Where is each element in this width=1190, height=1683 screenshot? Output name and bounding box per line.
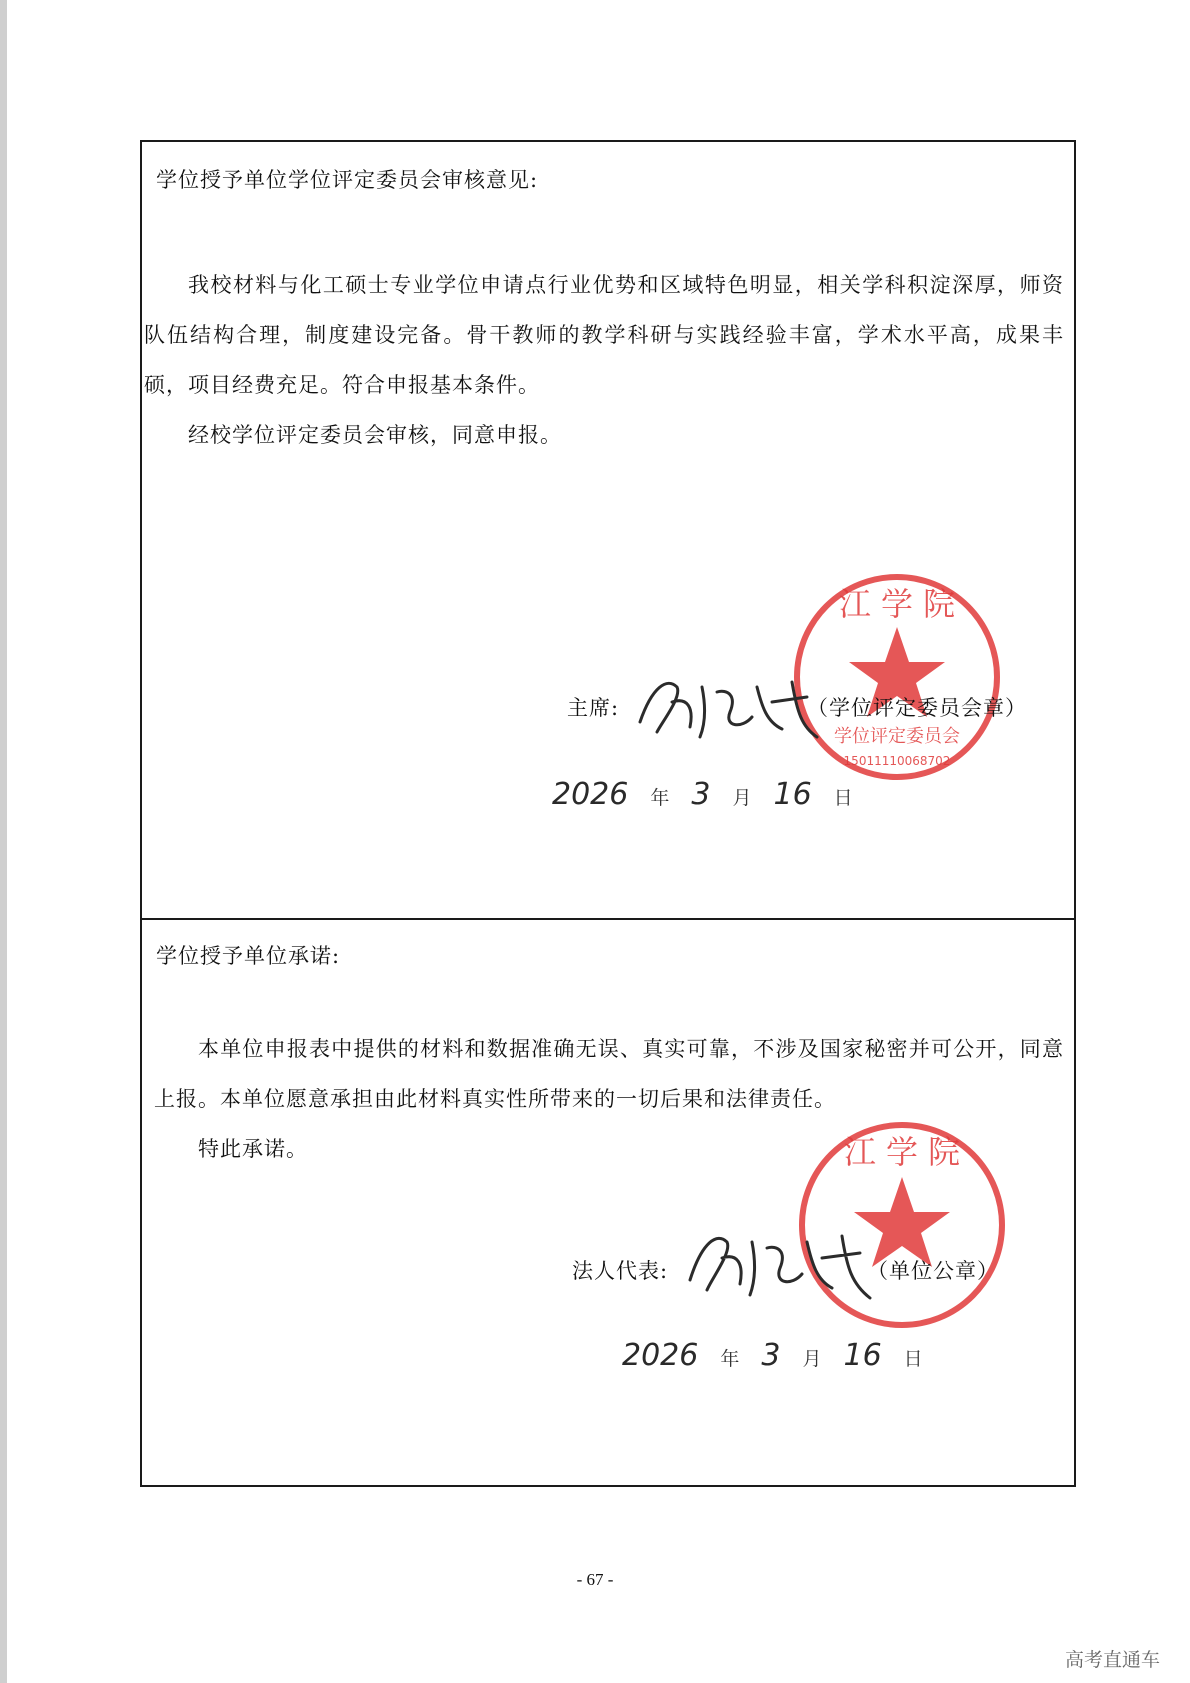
unit-seal-top-text: 江 学 院 xyxy=(843,1133,961,1171)
committee-seal-inner-text: 学位评定委员会 xyxy=(834,726,960,747)
commitment-date-year-unit: 年 xyxy=(720,1348,740,1370)
committee-seal-serial: 15011110068702 xyxy=(843,754,951,768)
review-paragraph-2: 经校学位评定委员会审核，同意申报。 xyxy=(188,423,562,447)
commitment-date-month: 3 xyxy=(761,1338,781,1373)
commitment-paragraph-2: 特此承诺。 xyxy=(198,1137,308,1161)
review-date-day: 16 xyxy=(773,777,812,812)
scan-edge xyxy=(0,0,7,1683)
legal-rep-signature xyxy=(682,1220,882,1310)
review-section xyxy=(142,142,1074,920)
review-date xyxy=(552,777,853,812)
page-number: - 67 - xyxy=(576,1570,614,1589)
review-paragraph-1: 我校材料与化工硕士专业学位申请点行业优势和区域特色明显，相关学科积淀深厚，师资队伍结构合理，制度建设完备。骨干教师的教学科研与实践经验丰富，学术水平高，成果丰硕，项目经费充足。符合申报基本条件。 xyxy=(144,273,1064,397)
chairman-signature xyxy=(632,667,832,747)
review-date-day-unit: 日 xyxy=(833,787,853,809)
commitment-date-day-unit: 日 xyxy=(903,1348,923,1370)
commitment-date xyxy=(622,1338,923,1373)
commitment-heading: 学位授予单位承诺: xyxy=(156,944,341,968)
committee-seal-caption: （学位评定委员会章） xyxy=(807,696,1027,720)
commitment-date-year: 2026 xyxy=(622,1338,699,1373)
unit-seal-caption: （单位公章） xyxy=(867,1259,999,1283)
commitment-date-month-unit: 月 xyxy=(802,1348,822,1370)
review-heading: 学位授予单位学位评定委员会审核意见: xyxy=(156,168,539,192)
commitment-date-day: 16 xyxy=(843,1338,882,1373)
review-date-year: 2026 xyxy=(552,777,629,812)
commitment-section xyxy=(142,920,1074,1487)
review-date-year-unit: 年 xyxy=(650,787,670,809)
form-table xyxy=(140,140,1076,1487)
review-date-month: 3 xyxy=(691,777,711,812)
legal-rep-label: 法人代表: xyxy=(572,1259,669,1283)
committee-seal-top-text: 江 学 院 xyxy=(838,585,956,623)
review-date-month-unit: 月 xyxy=(732,787,752,809)
commitment-paragraph-1: 本单位申报表中提供的材料和数据准确无误、真实可靠，不涉及国家秘密并可公开，同意上报。本单位愿意承担由此材料真实性所带来的一切后果和法律责任。 xyxy=(154,1037,1064,1111)
review-body xyxy=(144,260,1064,460)
watermark: 高考直通车 xyxy=(1064,1649,1160,1671)
chairman-label: 主席: xyxy=(567,696,620,720)
